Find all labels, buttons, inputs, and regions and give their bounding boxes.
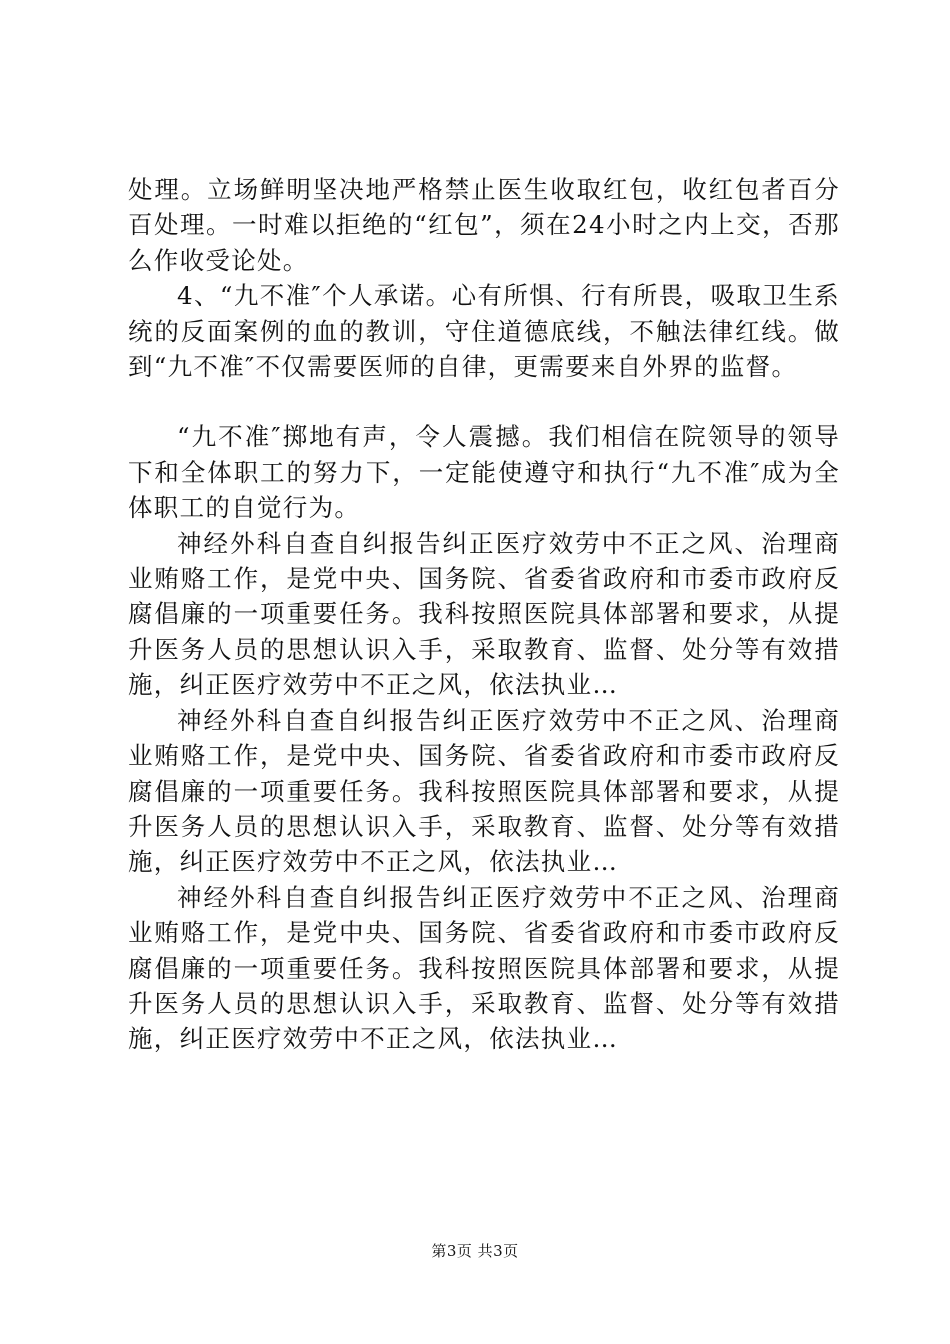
paragraph-spacer bbox=[128, 384, 840, 419]
paragraph-commitment: 4、“九不准″个人承诺。心有所惧、行有所畏，吸取卫生系统的反面案例的血的教训，守住道德底线，不触法律红线。做到“九不准″不仅需要医师的自律，更需要来自外界的监督。 bbox=[128, 281, 840, 382]
document-body bbox=[128, 172, 840, 1057]
paragraph-excerpt-3: 神经外科自查自纠报告纠正医疗效劳中不正之风、治理商业贿赂工作，是党中央、国务院、省委省政府和市委市政府反腐倡廉的一项重要任务。我科按照医院具体部署和要求，从提升医务人员的思想认识入手，采取教育、监督、处分等有效措施，纠正医疗效劳中不正之风，依法执业… bbox=[128, 882, 840, 1054]
paragraph-continuation: 处理。立场鲜明坚决地严格禁止医生收取红包，收红包者百分百处理。一时难以拒绝的“红包”，须在24小时之内上交，否那么作收受论处。 bbox=[128, 175, 840, 275]
paragraph-excerpt-1: 神经外科自查自纠报告纠正医疗效劳中不正之风、治理商业贿赂工作，是党中央、国务院、省委省政府和市委市政府反腐倡廉的一项重要任务。我科按照医院具体部署和要求，从提升医务人员的思想认识入手，采取教育、监督、处分等有效措施，纠正医疗效劳中不正之风，依法执业… bbox=[128, 528, 840, 700]
page-number-footer: 第3页 共3页 bbox=[431, 1242, 519, 1260]
paragraph-excerpt-2: 神经外科自查自纠报告纠正医疗效劳中不正之风、治理商业贿赂工作，是党中央、国务院、省委省政府和市委市政府反腐倡廉的一项重要任务。我科按照医院具体部署和要求，从提升医务人员的思想认识入手，采取教育、监督、处分等有效措施，纠正医疗效劳中不正之风，依法执业… bbox=[128, 705, 840, 877]
paragraph-conclusion: “九不准″掷地有声，令人震撼。我们相信在院领导的领导下和全体职工的努力下，一定能使遵守和执行“九不准″成为全体职工的自觉行为。 bbox=[128, 422, 840, 523]
